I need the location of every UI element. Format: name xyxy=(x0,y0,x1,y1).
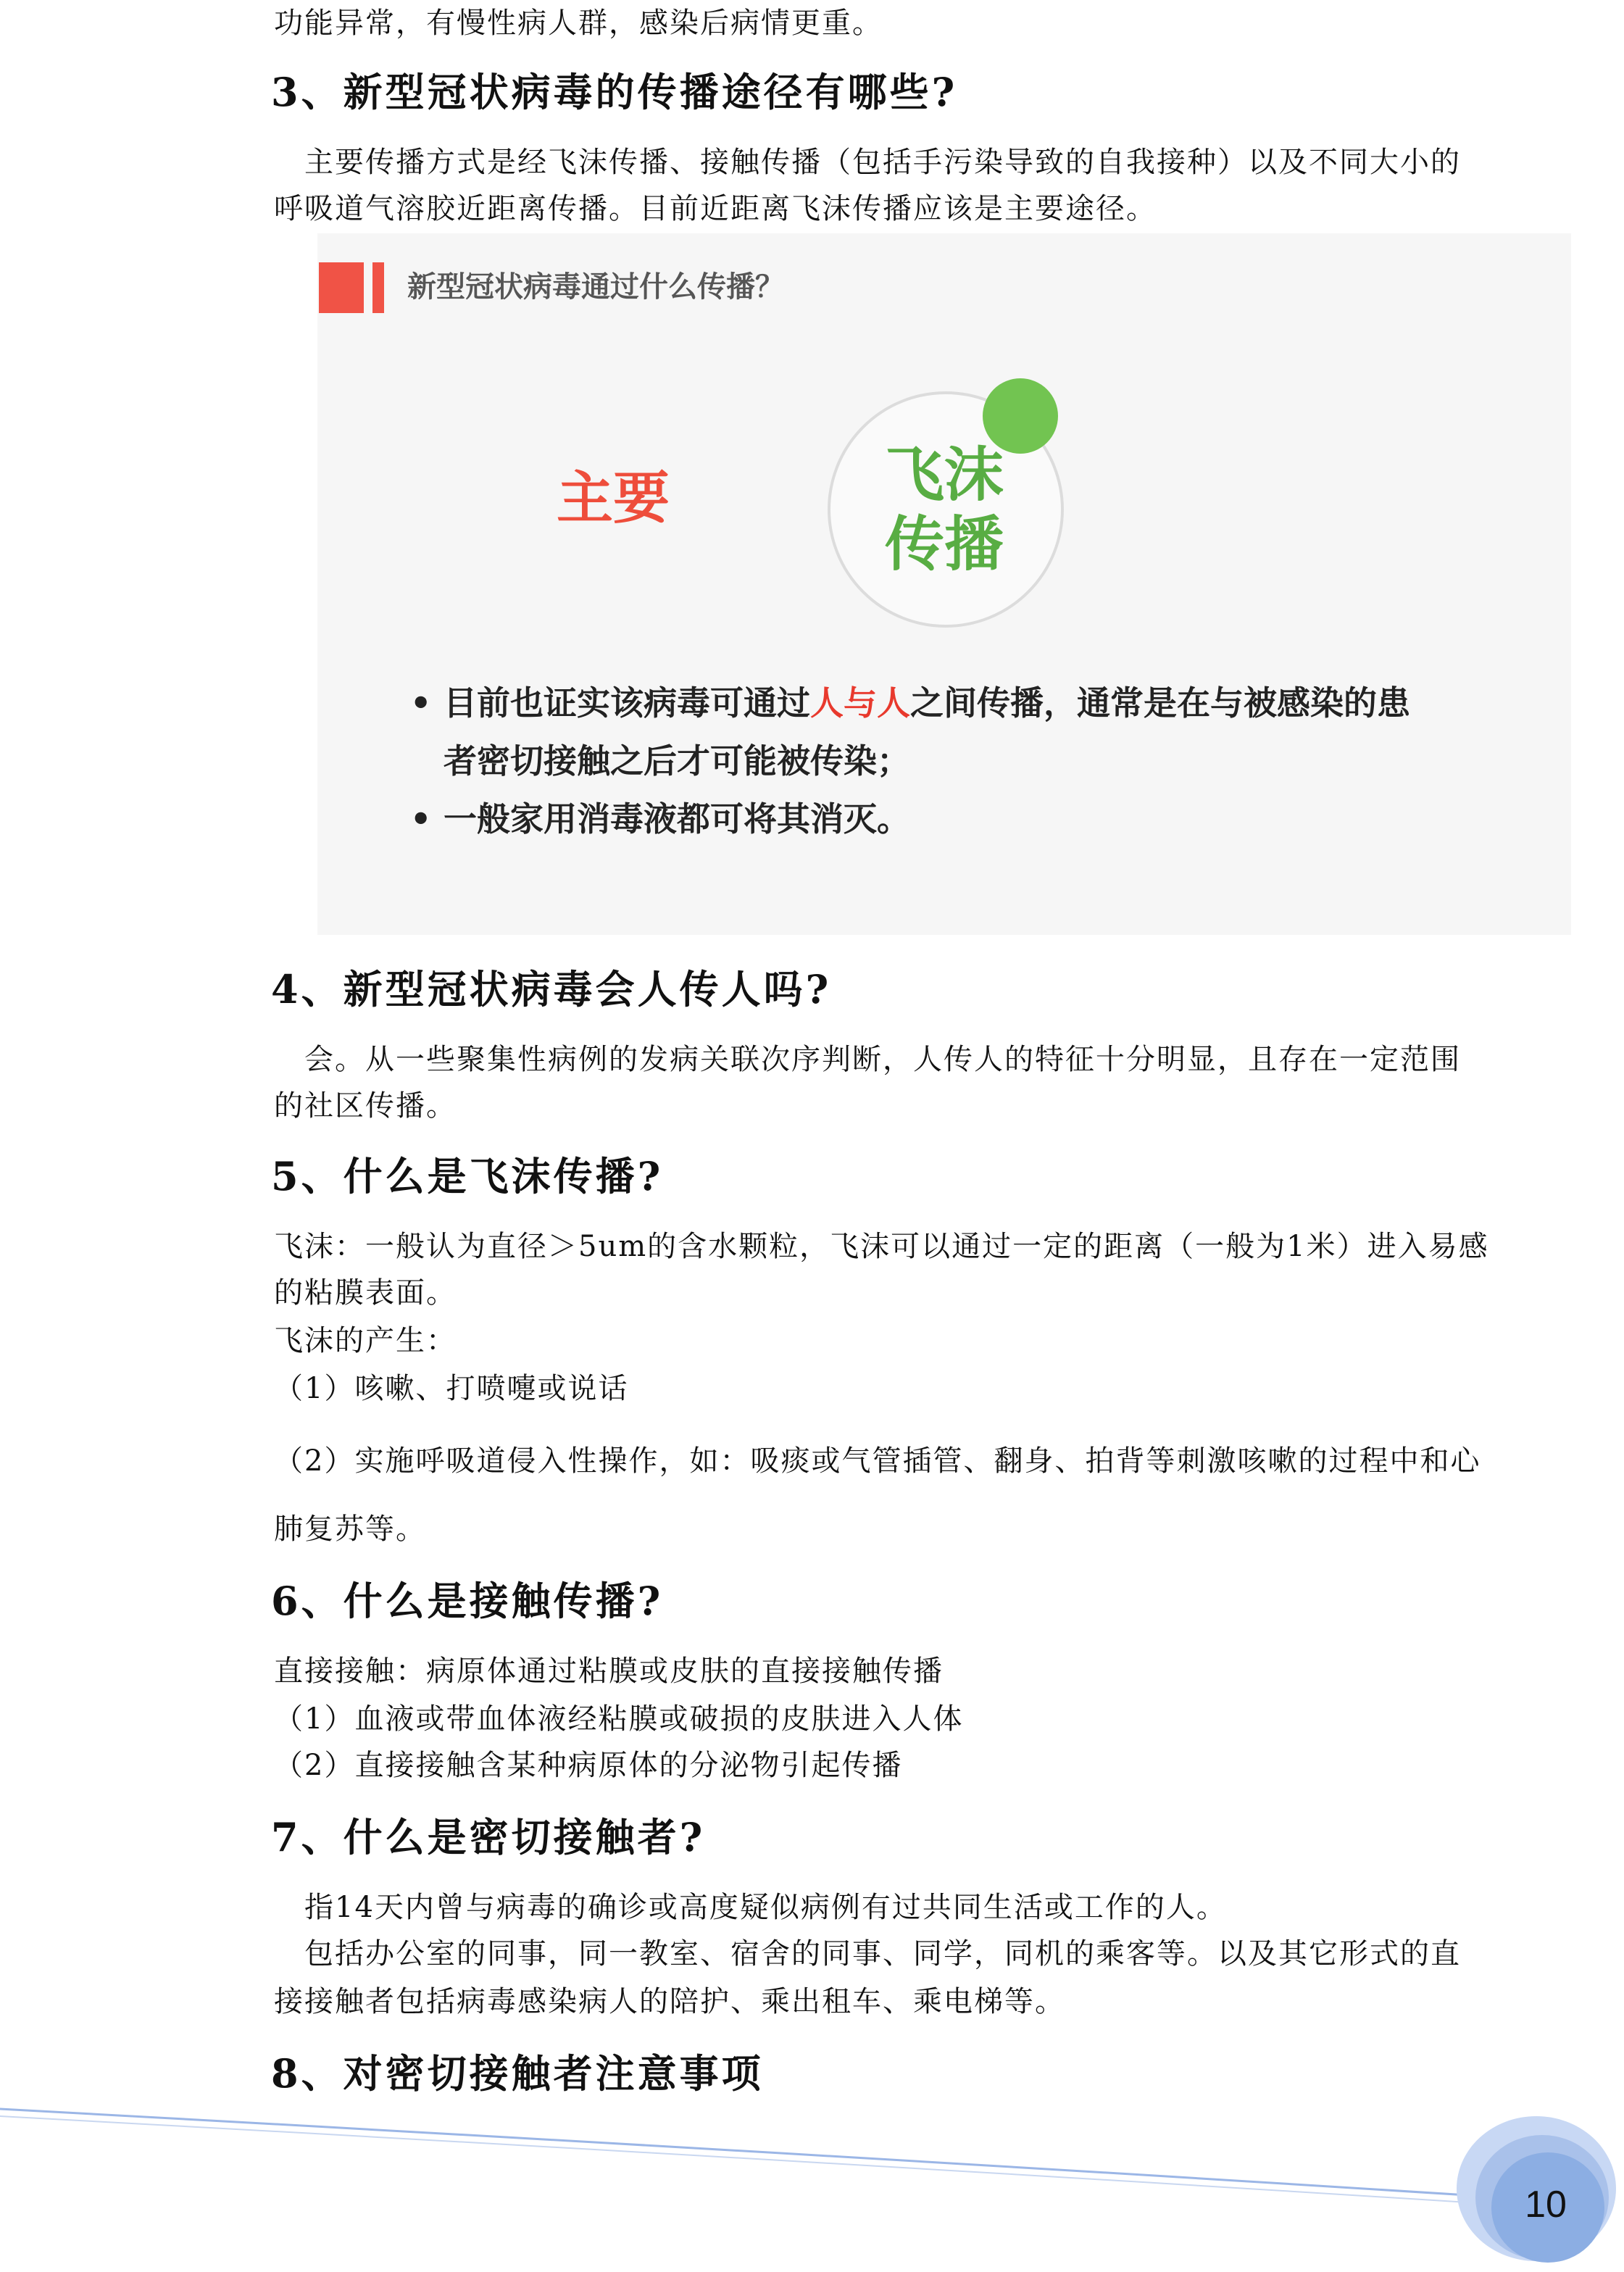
title-marker-bar-thin xyxy=(372,262,384,313)
bullet-text: 之间传播，通常是在与被感染的患 xyxy=(910,683,1410,723)
text-line: 功能异常，有慢性病人群，感染后病情更重。 xyxy=(274,7,883,40)
text-line: 的粘膜表面。 xyxy=(274,1276,457,1310)
text-line: 会。从一些聚集性病例的发病关联次序判断，人传人的特征十分明显，且存在一定范围 xyxy=(304,1043,1461,1076)
bullet-icon: • xyxy=(410,683,432,723)
text-line: 直接接触：病原体通过粘膜或皮肤的直接接触传播 xyxy=(274,1655,944,1688)
text-line: 主要传播方式是经飞沫传播、接触传播（包括手污染导致的自我接种）以及不同大小的 xyxy=(304,146,1461,179)
circle-text-line1: 飞沫 xyxy=(884,441,1004,509)
title-marker-bar xyxy=(319,262,364,313)
slide-bullet-1-continued: 者密切接触之后才可能被传染； xyxy=(444,741,910,781)
text-line: （2）直接接触含某种病原体的分泌物引起传播 xyxy=(274,1749,903,1782)
slide-title: 新型冠状病毒通过什么传播？ xyxy=(407,270,784,304)
footer-line xyxy=(0,2109,1478,2196)
text-line: （2）实施呼吸道侵入性操作，如：吸痰或气管插管、翻身、拍背等刺激咳嗽的过程中和心 xyxy=(274,1444,1481,1478)
section-heading-4: 4、新型冠状病毒会人传人吗? xyxy=(271,966,832,1012)
slide-bullet-2 xyxy=(410,790,910,848)
slide-image xyxy=(317,233,1571,935)
section-heading-3: 3、新型冠状病毒的传播途径有哪些? xyxy=(271,69,958,115)
section-heading-6: 6、什么是接触传播? xyxy=(271,1578,664,1624)
bullet-highlight: 人与人 xyxy=(810,683,910,723)
slide-bullet-1 xyxy=(410,674,1410,732)
text-line: 接接触者包括病毒感染病人的陪护、乘出租车、乘电梯等。 xyxy=(274,1985,1065,2018)
page-number: 10 xyxy=(1525,2184,1567,2226)
text-line: （1）血液或带血体液经粘膜或破损的皮肤进入人体 xyxy=(274,1702,964,1736)
text-line: 呼吸道气溶胶近距离传播。目前近距离飞沫传播应该是主要途径。 xyxy=(274,192,1157,225)
bullet-icon: • xyxy=(410,799,432,839)
text-line: 肺复苏等。 xyxy=(274,1512,426,1546)
text-line: 的社区传播。 xyxy=(274,1089,457,1123)
bullet-text: 目前也证实该病毒可通过 xyxy=(444,683,810,723)
text-line: 飞沫的产生： xyxy=(274,1324,457,1357)
circle-text xyxy=(861,441,1028,580)
section-heading-5: 5、什么是飞沫传播? xyxy=(271,1153,664,1199)
section-heading-7: 7、什么是密切接触者? xyxy=(271,1814,706,1860)
text-line: 飞沫：一般认为直径＞5um的含水颗粒，飞沫可以通过一定的距离（一般为1米）进入易感 xyxy=(274,1230,1489,1263)
text-line: （1）咳嗽、打喷嚏或说话 xyxy=(274,1372,629,1405)
footer-line-shadow xyxy=(0,2116,1478,2203)
main-label: 主要 xyxy=(557,466,670,531)
circle-text-line2: 传播 xyxy=(884,510,1004,579)
section-heading-8: 8、对密切接触者注意事项 xyxy=(271,2050,764,2097)
footer-decoration xyxy=(0,2087,1624,2272)
bullet-text: 一般家用消毒液都可将其消灭。 xyxy=(444,799,910,839)
text-line: 指14天内曾与病毒的确诊或高度疑似病例有过共同生活或工作的人。 xyxy=(304,1891,1227,1924)
text-line: 包括办公室的同事，同一教室、宿舍的同事、同学，同机的乘客等。以及其它形式的直 xyxy=(304,1937,1461,1971)
